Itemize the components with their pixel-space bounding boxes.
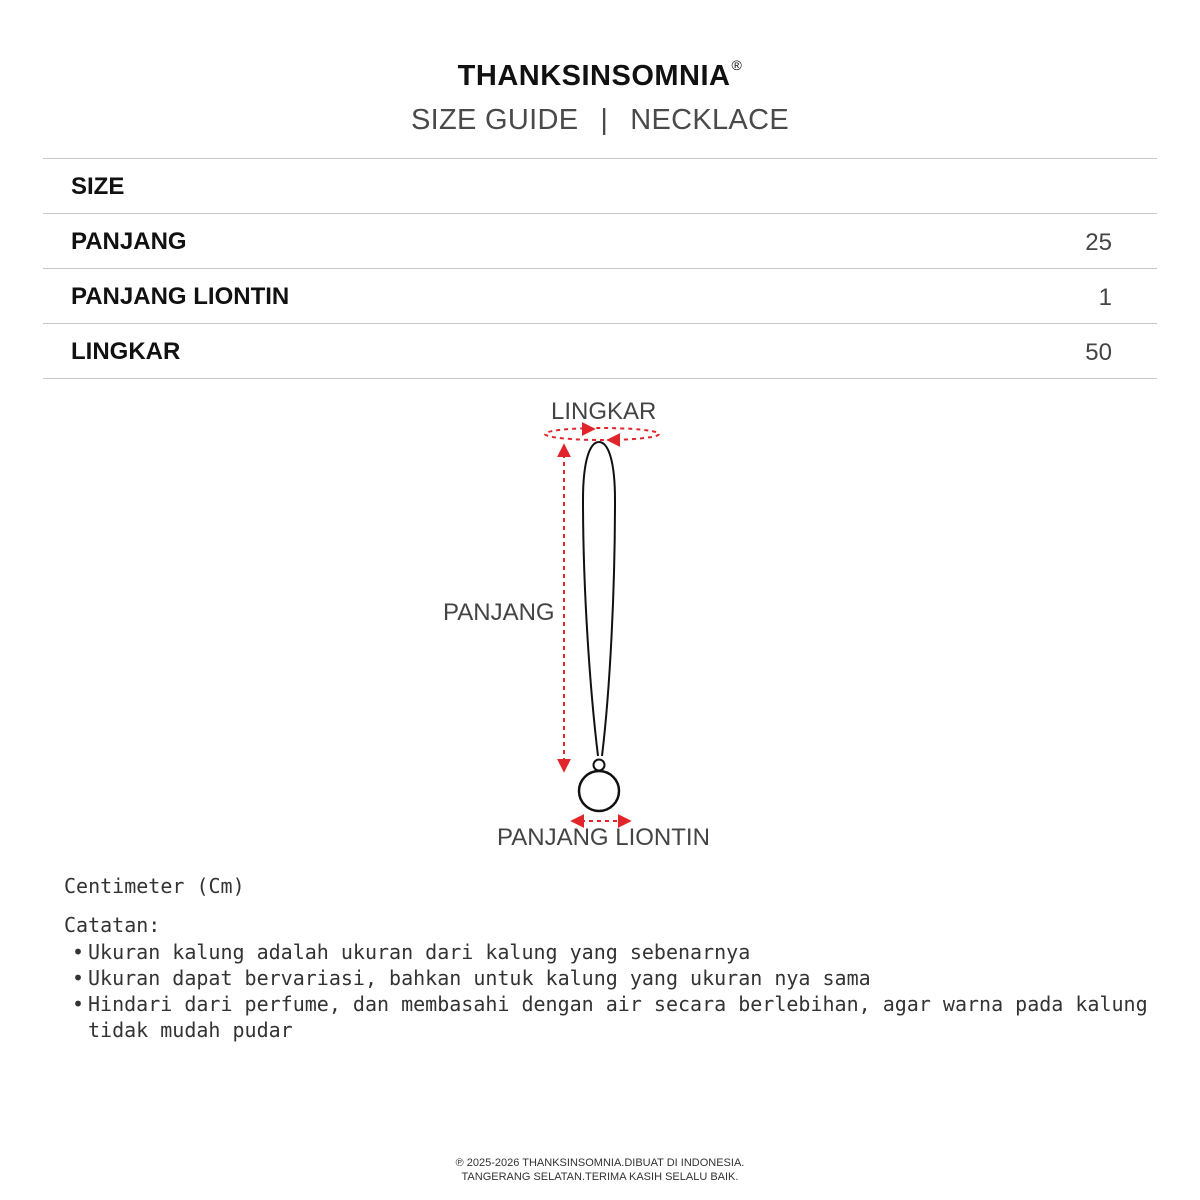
note-text: Ukuran dapat bervariasi, bahkan untuk kalung yang ukuran nya sama: [88, 966, 871, 990]
label-lingkar: LINGKAR: [551, 398, 657, 425]
guide-label: SIZE GUIDE: [411, 104, 579, 136]
unit-label: Centimeter (Cm): [64, 874, 245, 898]
notes-list: [64, 939, 1174, 1043]
list-item: [64, 991, 1174, 1043]
footer-line-1: ℗ 2025-2026 THANKSINSOMNIA.DIBUAT DI INDONESIA.: [455, 1157, 745, 1169]
lingkar-measure-ellipse: [545, 428, 659, 440]
footer-line-2: TANGERANG SELATAN.TERIMA KASIH SELALU BAIK.: [461, 1171, 739, 1183]
footer: [0, 1156, 1200, 1184]
bullet-icon: •: [72, 992, 85, 1016]
size-table: [43, 158, 1157, 379]
list-item: [64, 939, 1174, 965]
brand-title: [0, 57, 1200, 93]
row-label: PANJANG LIONTIN: [71, 283, 290, 310]
subtitle-separator: |: [600, 104, 609, 136]
table-row-panjang-liontin: [43, 269, 1157, 324]
pendant-circle: [579, 771, 619, 811]
note-text: Hindari dari perfume, dan membasahi dengan air secara berlebihan, agar warna pada kalung tidak mudah pudar: [88, 992, 1148, 1042]
list-item: [64, 965, 1174, 991]
row-value: 50: [1085, 339, 1112, 366]
note-text: Ukuran kalung adalah ukuran dari kalung yang sebenarnya: [88, 940, 751, 964]
label-panjang-liontin: PANJANG LIONTIN: [497, 824, 710, 851]
row-value: 1: [1098, 284, 1112, 311]
table-row-panjang: [43, 214, 1157, 269]
row-value: 25: [1085, 229, 1112, 256]
row-label: SIZE: [71, 173, 125, 200]
notes-section: [64, 872, 1174, 1043]
necklace-diagram: [0, 390, 1200, 860]
notes-title: Catatan:: [64, 913, 161, 937]
table-row-lingkar: [43, 324, 1157, 379]
necklace-illustration: [0, 390, 1200, 860]
category-label: NECKLACE: [630, 104, 789, 136]
table-row-size: [43, 159, 1157, 214]
pendant-bail: [594, 760, 605, 771]
brand-name: THANKSINSOMNIA: [457, 60, 731, 92]
necklace-chain: [583, 442, 615, 756]
bullet-icon: •: [72, 940, 85, 964]
label-panjang: PANJANG: [443, 599, 555, 626]
registered-mark: ®: [731, 57, 743, 74]
page-subtitle: [0, 104, 1200, 137]
row-label: LINGKAR: [71, 338, 181, 365]
bullet-icon: •: [72, 966, 85, 990]
row-label: PANJANG: [71, 228, 187, 255]
